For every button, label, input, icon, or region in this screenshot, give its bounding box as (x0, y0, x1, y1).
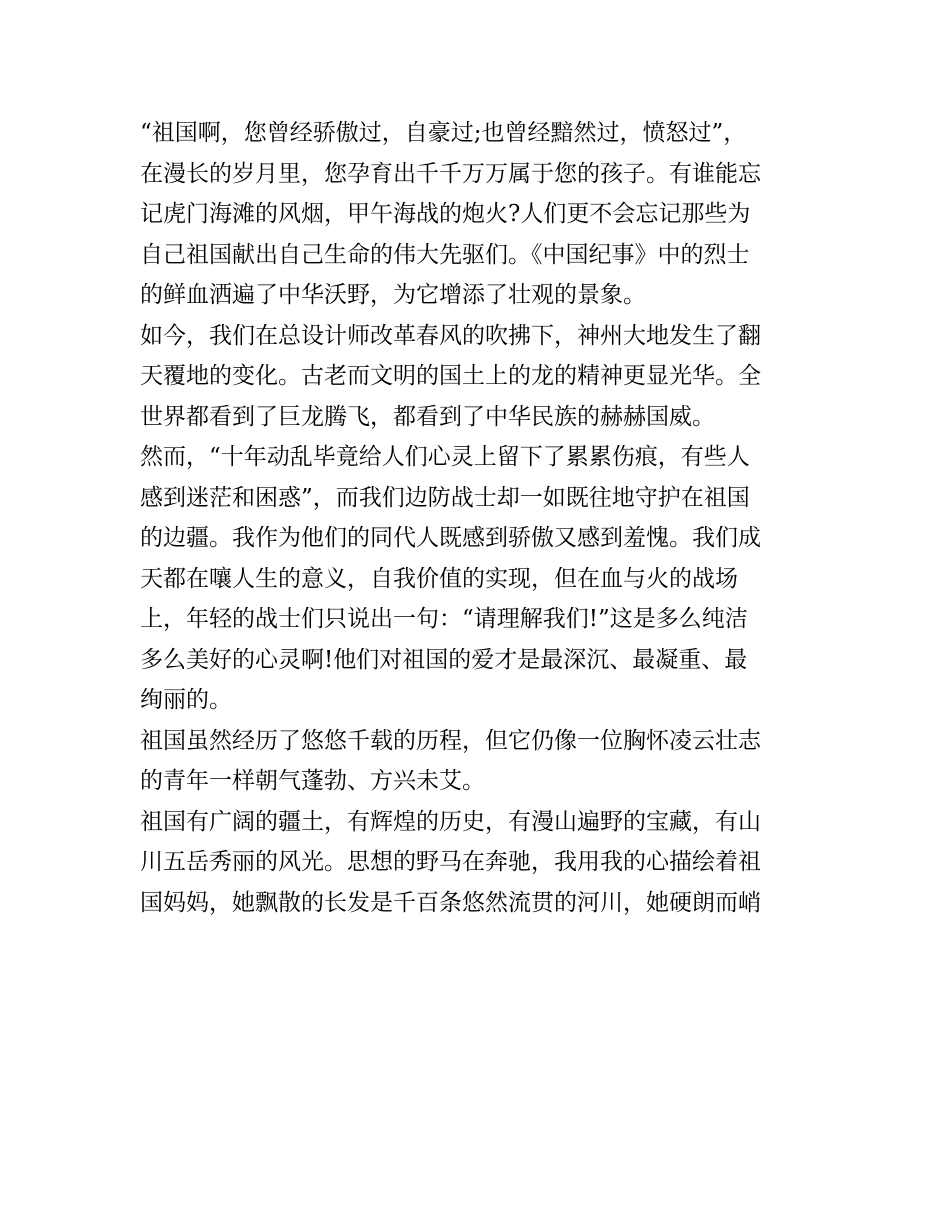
text-line: 在漫长的岁月里，您孕育出千千万万属于您的孩子。有谁能忘 (140, 160, 761, 187)
text-line: 川五岳秀丽的风光。思想的野马在奔驰，我用我的心描绘着祖 (140, 849, 761, 875)
text-line: 国妈妈，她飘散的长发是千百条悠然流贯的河川，她硬朗而峭 (140, 889, 761, 916)
text-line: 记虎门海滩的风烟，甲午海战的炮火?人们更不会忘记那些为 (140, 201, 751, 227)
text-line: 的青年一样朝气蓬勃、方兴未艾。 (140, 768, 485, 794)
text-line: 天覆地的变化。古老而文明的国土上的龙的精神更显光华。全 (140, 363, 761, 389)
text-line: 然而，“十年动乱毕竟给人们心灵上留下了累累伤痕，有些人 (140, 444, 750, 470)
text-line: 自己祖国献出自己生命的伟大先驱们。《中国纪事》中的烈士 (140, 241, 750, 268)
text-line: 世界都看到了巨龙腾飞，都看到了中华民族的赫赫国威。 (140, 403, 715, 430)
text-line: 的边疆。我作为他们的同代人既感到骄傲又感到羞愧。我们成 (140, 525, 761, 551)
text-line: 感到迷茫和困惑”，而我们边防战士却一如既往地守护在祖国 (140, 484, 750, 511)
text-line: 多么美好的心灵啊!他们对祖国的爱才是最深沉、最凝重、最 (140, 646, 748, 673)
text-line: 的鲜血洒遍了中华沃野，为它增添了壮观的景象。 (140, 282, 646, 308)
text-line: 祖国有广阔的疆土，有辉煌的历史，有漫山遍野的宝藏，有山 (140, 808, 761, 835)
text-line: 天都在嚷人生的意义，自我价值的实现，但在血与火的战场 (140, 565, 738, 592)
essay-text (140, 113, 820, 923)
text-line: “祖国啊，您曾经骄傲过，自豪过;也曾经黯然过，愤怒过”， (140, 120, 747, 146)
text-line: 上，年轻的战士们只说出一句：“请理解我们!”这是多么纯洁 (140, 606, 748, 632)
text-line: 绚丽的。 (140, 687, 232, 713)
text-line: 如今，我们在总设计师改革春风的吹拂下，神州大地发生了翻 (140, 322, 761, 349)
text-line: 祖国虽然经历了悠悠千载的历程，但它仍像一位胸怀凌云壮志 (140, 727, 761, 754)
